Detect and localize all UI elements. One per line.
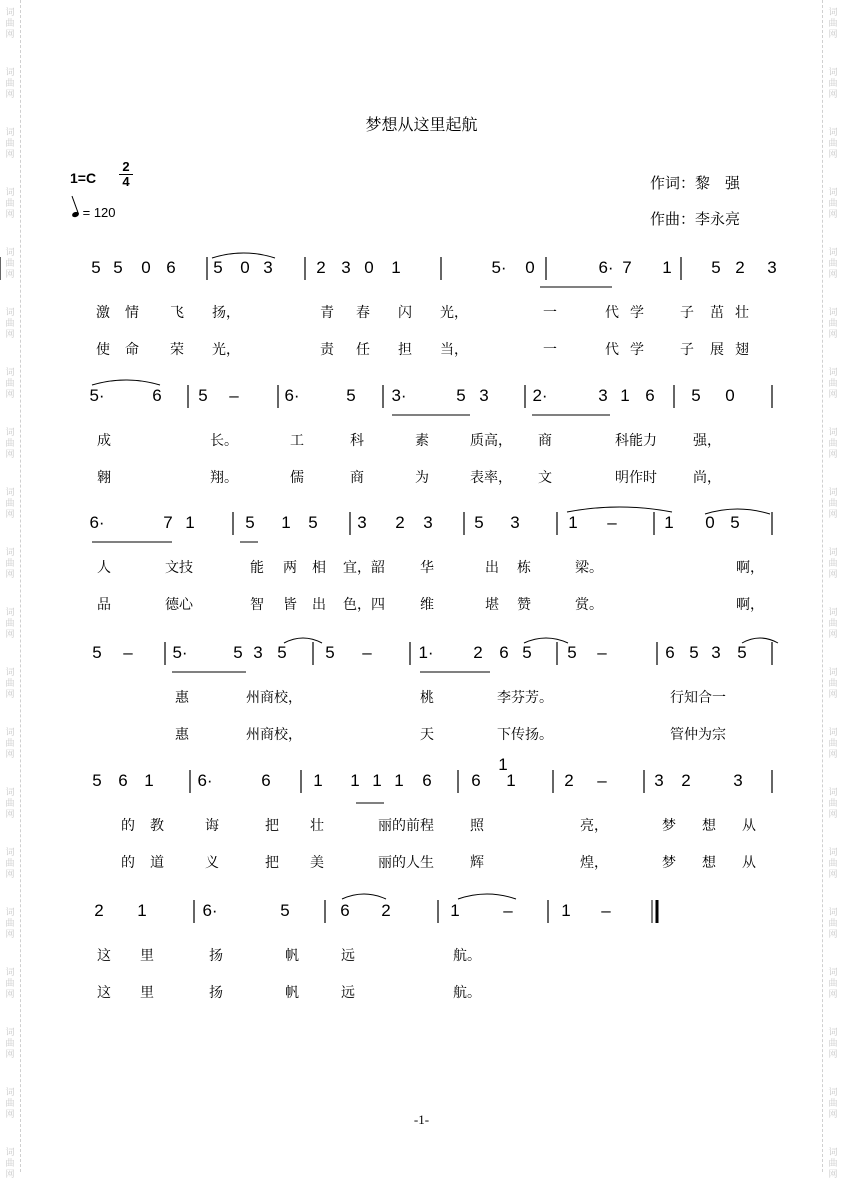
watermark-text: 词 曲 网: [5, 1088, 15, 1120]
time-signature-bottom: 4: [119, 174, 133, 189]
lyric-verse-2: 从: [742, 855, 756, 871]
lyric-verse-2: 帆: [285, 985, 299, 1001]
jianpu-note: 6: [118, 771, 128, 790]
jianpu-note: 2: [94, 901, 104, 920]
lyric-verse-1: 商: [538, 433, 552, 449]
jianpu-note: 1: [664, 513, 674, 532]
lyric-verse-1: 文技: [165, 560, 193, 576]
jianpu-note: 3: [357, 513, 367, 532]
watermark-text: 词 曲 网: [5, 488, 15, 520]
jianpu-note: 0: [525, 258, 535, 277]
lyric-verse-2: 下传扬。: [497, 727, 553, 743]
jianpu-note: 5: [689, 643, 699, 662]
lyric-verse-2: 皆: [283, 597, 297, 613]
lyric-verse-1: 诲: [205, 818, 219, 834]
jianpu-note: 3: [711, 643, 721, 662]
lyric-verse-1: 行知合一: [670, 690, 726, 706]
lyric-verse-1: 科: [350, 433, 364, 449]
lyric-verse-1: 桃: [420, 690, 434, 706]
lyric-verse-2: 丽的人生: [378, 855, 434, 871]
jianpu-note: 5: [280, 901, 290, 920]
watermark-text: 词 曲 网: [828, 668, 838, 700]
lyric-verse-1: 素: [415, 433, 429, 449]
jianpu-note: 6: [665, 643, 675, 662]
jianpu-note: –: [229, 386, 239, 405]
jianpu-note: 5: [711, 258, 721, 277]
jianpu-note: 2: [395, 513, 405, 532]
watermark-text: 词 曲 网: [5, 608, 15, 640]
jianpu-note: 3: [510, 513, 520, 532]
jianpu-note: 2·: [532, 386, 548, 405]
jianpu-note: 5: [308, 513, 318, 532]
tempo-value: = 120: [82, 205, 116, 220]
jianpu-note: 2: [473, 643, 483, 662]
jianpu-note: 6: [645, 386, 655, 405]
jianpu-note: 3: [767, 258, 777, 277]
lyric-verse-1: 相: [312, 560, 326, 576]
watermark-text: 词 曲 网: [5, 728, 15, 760]
watermark-text: 词 曲 网: [828, 428, 838, 460]
lyric-verse-1: 壮: [310, 818, 324, 834]
jianpu-note: 2: [316, 258, 326, 277]
jianpu-note: 5: [567, 643, 577, 662]
watermark-text: 词 曲 网: [828, 488, 838, 520]
lyric-verse-2: 担: [398, 342, 412, 358]
watermark-text: 词 曲 网: [828, 188, 838, 220]
lyric-verse-2: 维: [420, 597, 434, 613]
watermark-text: 词 曲 网: [5, 968, 15, 1000]
lyric-verse-2: 命: [125, 342, 139, 358]
jianpu-note: 1: [144, 771, 154, 790]
lyric-verse-1: 华: [420, 560, 434, 576]
watermark-text: 词 曲 网: [5, 368, 15, 400]
lyric-verse-1: 情: [125, 305, 139, 321]
lyric-verse-1: 照: [470, 818, 484, 834]
watermark-text: 词 曲 网: [828, 248, 838, 280]
lyric-verse-1: 光，: [440, 305, 468, 321]
slur: [284, 638, 322, 643]
watermark-text: 词 曲 网: [828, 548, 838, 580]
composer-credit: 作曲：李永亮: [650, 210, 741, 228]
lyric-verse-1: 惠: [175, 690, 189, 706]
jianpu-note: 5: [245, 513, 255, 532]
jianpu-note: 2: [681, 771, 691, 790]
jianpu-note: 6·: [89, 513, 105, 532]
jianpu-note: 6·: [197, 771, 213, 790]
lyric-verse-2: 学: [630, 342, 644, 358]
jianpu-note: –: [123, 643, 133, 662]
jianpu-note: 1: [620, 386, 630, 405]
lyric-verse-2: 明作时: [615, 470, 657, 486]
lyric-verse-2: 里: [140, 985, 154, 1001]
lyric-verse-1: 工: [290, 433, 304, 449]
slur: [458, 894, 516, 899]
watermark-text: 词 曲 网: [5, 908, 15, 940]
watermark-text: 词 曲 网: [5, 68, 15, 100]
watermark-text: 词 曲 网: [5, 308, 15, 340]
lyric-verse-1: 里: [140, 948, 154, 964]
jianpu-note: 6·: [284, 386, 300, 405]
slur: [342, 894, 386, 899]
lyric-verse-1: 帆: [285, 948, 299, 964]
lyric-verse-1: 成: [97, 433, 111, 449]
jianpu-note: –: [362, 643, 372, 662]
jianpu-note: –: [601, 901, 611, 920]
jianpu-note: 3·: [391, 386, 407, 405]
lyric-verse-2: 文: [538, 470, 552, 486]
watermark-text: 词 曲 网: [5, 848, 15, 880]
lyric-verse-2: 煌，: [580, 855, 608, 871]
watermark-text: 词 曲 网: [828, 308, 838, 340]
lyric-verse-1: 宜，韶: [343, 560, 385, 576]
lyric-verse-2: 责: [320, 342, 334, 358]
lyric-verse-2: 道: [150, 855, 164, 871]
lyric-verse-2: 美: [310, 855, 324, 871]
jianpu-note: 1: [350, 771, 360, 790]
jianpu-note: 6: [499, 643, 509, 662]
lyric-verse-2: 堪: [485, 597, 499, 613]
lyric-verse-1: 青: [320, 305, 334, 321]
jianpu-note: 3: [253, 643, 263, 662]
jianpu-note: 5: [730, 513, 740, 532]
lyric-verse-2: 天: [420, 727, 434, 743]
lyric-verse-2: 商: [350, 470, 364, 486]
jianpu-note: 6: [471, 771, 481, 790]
lyric-verse-1: 能: [250, 560, 264, 576]
lyric-verse-2: 远: [341, 985, 355, 1001]
lyric-verse-1: 闪: [398, 305, 412, 321]
watermark-text: 词 曲 网: [5, 788, 15, 820]
lyric-verse-1: 啊，: [736, 560, 764, 576]
lyric-verse-1: 的: [121, 818, 135, 834]
jianpu-note: 5·: [172, 643, 188, 662]
watermark-text: 词 曲 网: [828, 1148, 838, 1180]
lyric-verse-1: 两: [283, 560, 297, 576]
lyric-verse-2: 把: [265, 855, 279, 871]
lyric-verse-1: 扬: [209, 948, 223, 964]
lyric-verse-2: 这: [97, 985, 111, 1001]
watermark-text: 词 曲 网: [5, 1148, 15, 1180]
lyric-verse-1: 一: [543, 305, 557, 321]
lyric-verse-2: 梦: [662, 855, 676, 871]
jianpu-note: 2: [564, 771, 574, 790]
lyric-verse-1: 强，: [693, 433, 721, 449]
lyric-verse-2: 的: [121, 855, 135, 871]
jianpu-note: 3: [263, 258, 273, 277]
lyric-verse-2: 德心: [165, 597, 193, 613]
watermark-text: 词 曲 网: [5, 248, 15, 280]
jianpu-note: 5: [456, 386, 466, 405]
jianpu-note: 6: [152, 386, 162, 405]
jianpu-note: 5: [92, 771, 102, 790]
lyric-verse-1: 州商校，: [246, 690, 302, 706]
lyric-verse-2: 航。: [453, 985, 481, 1001]
jianpu-note: 5: [346, 386, 356, 405]
lyric-verse-2: 翔。: [210, 470, 238, 486]
watermark-text: 词 曲 网: [5, 1028, 15, 1060]
jianpu-note: 6: [261, 771, 271, 790]
jianpu-note: 5: [198, 386, 208, 405]
watermark-text: 词 曲 网: [828, 848, 838, 880]
lyric-verse-1: 把: [265, 818, 279, 834]
jianpu-note: 0: [705, 513, 715, 532]
lyric-verse-2: 表率，: [470, 470, 512, 486]
lyric-verse-2: 出: [312, 597, 326, 613]
watermark-text: 词 曲 网: [828, 908, 838, 940]
key-signature: 1=C: [70, 170, 97, 186]
jianpu-note: 5: [233, 643, 243, 662]
jianpu-note: 0: [725, 386, 735, 405]
lyric-verse-2: 品: [97, 597, 111, 613]
watermark-text: 词 曲 网: [828, 608, 838, 640]
watermark-text: 词 曲 网: [828, 128, 838, 160]
jianpu-note: 1: [137, 901, 147, 920]
lyric-verse-1: 质高，: [470, 433, 512, 449]
jianpu-note: 6: [422, 771, 432, 790]
lyric-verse-2: 尚，: [693, 470, 721, 486]
lyric-verse-1: 扬，: [212, 305, 240, 321]
lyric-verse-1: 航。: [453, 948, 481, 964]
lyric-verse-1: 春: [356, 305, 370, 321]
grace-note: 1: [498, 755, 508, 774]
lyric-verse-1: 丽的前程: [378, 818, 434, 834]
jianpu-note: –: [503, 901, 513, 920]
lyric-verse-1: 飞: [170, 305, 184, 321]
lyric-verse-2: 啊，: [736, 597, 764, 613]
lyric-verse-2: 色，四: [343, 597, 385, 613]
watermark-text: 词 曲 网: [828, 1028, 838, 1060]
lyric-verse-2: 展: [710, 342, 724, 358]
lyric-verse-1: 这: [97, 948, 111, 964]
jianpu-note: 1: [506, 771, 516, 790]
jianpu-note: 3: [423, 513, 433, 532]
jianpu-note: 5: [522, 643, 532, 662]
jianpu-note: 5: [691, 386, 701, 405]
lyric-verse-2: 翅: [735, 342, 749, 358]
lyric-verse-2: 任: [356, 342, 370, 358]
lyric-verse-1: 亮，: [580, 818, 608, 834]
watermark-text: 词 曲 网: [828, 788, 838, 820]
lyric-verse-2: 惠: [175, 727, 189, 743]
watermark-text: 词 曲 网: [5, 428, 15, 460]
lyricist-credit: 作词：黎 强: [650, 174, 741, 192]
slur: [567, 507, 672, 512]
watermark-text: 词 曲 网: [828, 8, 838, 40]
jianpu-note: 6: [340, 901, 350, 920]
watermark-text: 词 曲 网: [5, 668, 15, 700]
jianpu-note: 3: [341, 258, 351, 277]
lyric-verse-2: 光，: [212, 342, 240, 358]
jianpu-note: 3: [598, 386, 608, 405]
lyric-verse-1: 李芬芳。: [497, 690, 553, 706]
watermark-text: 词 曲 网: [828, 728, 838, 760]
lyric-verse-1: 激: [96, 305, 110, 321]
jianpu-note: 5: [277, 643, 287, 662]
lyric-verse-2: 扬: [209, 985, 223, 1001]
jianpu-note: 6·: [598, 258, 614, 277]
jianpu-note: 6: [166, 258, 176, 277]
lyric-verse-1: 学: [630, 305, 644, 321]
jianpu-note: 1: [281, 513, 291, 532]
lyric-verse-2: 使: [96, 342, 110, 358]
jianpu-note: –: [597, 643, 607, 662]
jianpu-note: 7: [622, 258, 632, 277]
lyric-verse-2: 荣: [170, 342, 184, 358]
jianpu-note: 0: [364, 258, 374, 277]
jianpu-note: 5: [91, 258, 101, 277]
watermark-text: 词 曲 网: [828, 968, 838, 1000]
lyric-verse-2: 智: [250, 597, 264, 613]
lyric-verse-1: 壮: [735, 305, 749, 321]
lyric-verse-2: 儒: [290, 470, 304, 486]
lyric-verse-2: 一: [543, 342, 557, 358]
lyric-verse-2: 当，: [440, 342, 468, 358]
song-title: 梦想从这里起航: [365, 115, 478, 134]
slur: [92, 380, 160, 385]
lyric-verse-2: 为: [415, 470, 429, 486]
jianpu-note: 5: [474, 513, 484, 532]
jianpu-note: 7: [163, 513, 173, 532]
jianpu-note: 1: [391, 258, 401, 277]
jianpu-note: 1: [561, 901, 571, 920]
lyric-verse-1: 远: [341, 948, 355, 964]
watermark-text: 词 曲 网: [828, 368, 838, 400]
time-signature-top: 2: [122, 159, 130, 174]
watermark-text: 词 曲 网: [5, 548, 15, 580]
jianpu-note: 0: [141, 258, 151, 277]
watermark-text: 词 曲 网: [5, 128, 15, 160]
lyric-verse-2: 管仲为宗: [670, 727, 726, 743]
jianpu-note: 1: [450, 901, 460, 920]
lyric-verse-1: 梦: [662, 818, 676, 834]
watermark-text: 词 曲 网: [5, 8, 15, 40]
lyric-verse-1: 从: [742, 818, 756, 834]
jianpu-note: 3: [479, 386, 489, 405]
lyric-verse-1: 梁。: [575, 560, 603, 576]
lyric-verse-2: 翱: [97, 470, 111, 486]
jianpu-note: 1: [185, 513, 195, 532]
jianpu-note: 1: [372, 771, 382, 790]
page-number: -1-: [413, 1112, 430, 1127]
watermark-text: 词 曲 网: [5, 188, 15, 220]
lyric-verse-1: 想: [702, 818, 716, 834]
watermark-text: 词 曲 网: [828, 68, 838, 100]
lyric-verse-2: 子: [680, 342, 694, 358]
lyric-verse-1: 长。: [210, 433, 238, 449]
lyric-verse-2: 赞: [517, 597, 531, 613]
jianpu-note: 3: [733, 771, 743, 790]
lyric-verse-1: 栋: [517, 560, 531, 576]
jianpu-note: 1·: [418, 643, 434, 662]
lyric-verse-2: 义: [205, 855, 219, 871]
jianpu-note: 0: [240, 258, 250, 277]
lyric-verse-1: 科能力: [615, 433, 657, 449]
jianpu-note: 5·: [491, 258, 507, 277]
jianpu-note: 5·: [89, 386, 105, 405]
lyric-verse-1: 子: [680, 305, 694, 321]
jianpu-note: 2: [381, 901, 391, 920]
lyric-verse-1: 出: [485, 560, 499, 576]
jianpu-note: 5: [113, 258, 123, 277]
lyric-verse-2: 赏。: [575, 597, 603, 613]
lyric-verse-1: 教: [150, 818, 164, 834]
jianpu-note: –: [597, 771, 607, 790]
jianpu-note: 5: [92, 643, 102, 662]
jianpu-note: 1: [394, 771, 404, 790]
jianpu-note: 6·: [202, 901, 218, 920]
watermark-text: 词 曲 网: [828, 1088, 838, 1120]
lyric-verse-1: 茁: [710, 305, 724, 321]
lyric-verse-2: 州商校，: [246, 727, 302, 743]
jianpu-note: –: [607, 513, 617, 532]
lyric-verse-1: 代: [605, 305, 619, 321]
jianpu-note: 1: [568, 513, 578, 532]
lyric-verse-2: 辉: [470, 855, 484, 871]
jianpu-note: 5: [213, 258, 223, 277]
lyric-verse-2: 想: [702, 855, 716, 871]
jianpu-note: 2: [735, 258, 745, 277]
jianpu-note: 5: [737, 643, 747, 662]
jianpu-note: 3: [654, 771, 664, 790]
lyric-verse-1: 人: [97, 560, 111, 576]
lyric-verse-2: 代: [605, 342, 619, 358]
jianpu-note: 5: [325, 643, 335, 662]
jianpu-note: 1: [313, 771, 323, 790]
jianpu-note: 1: [662, 258, 672, 277]
